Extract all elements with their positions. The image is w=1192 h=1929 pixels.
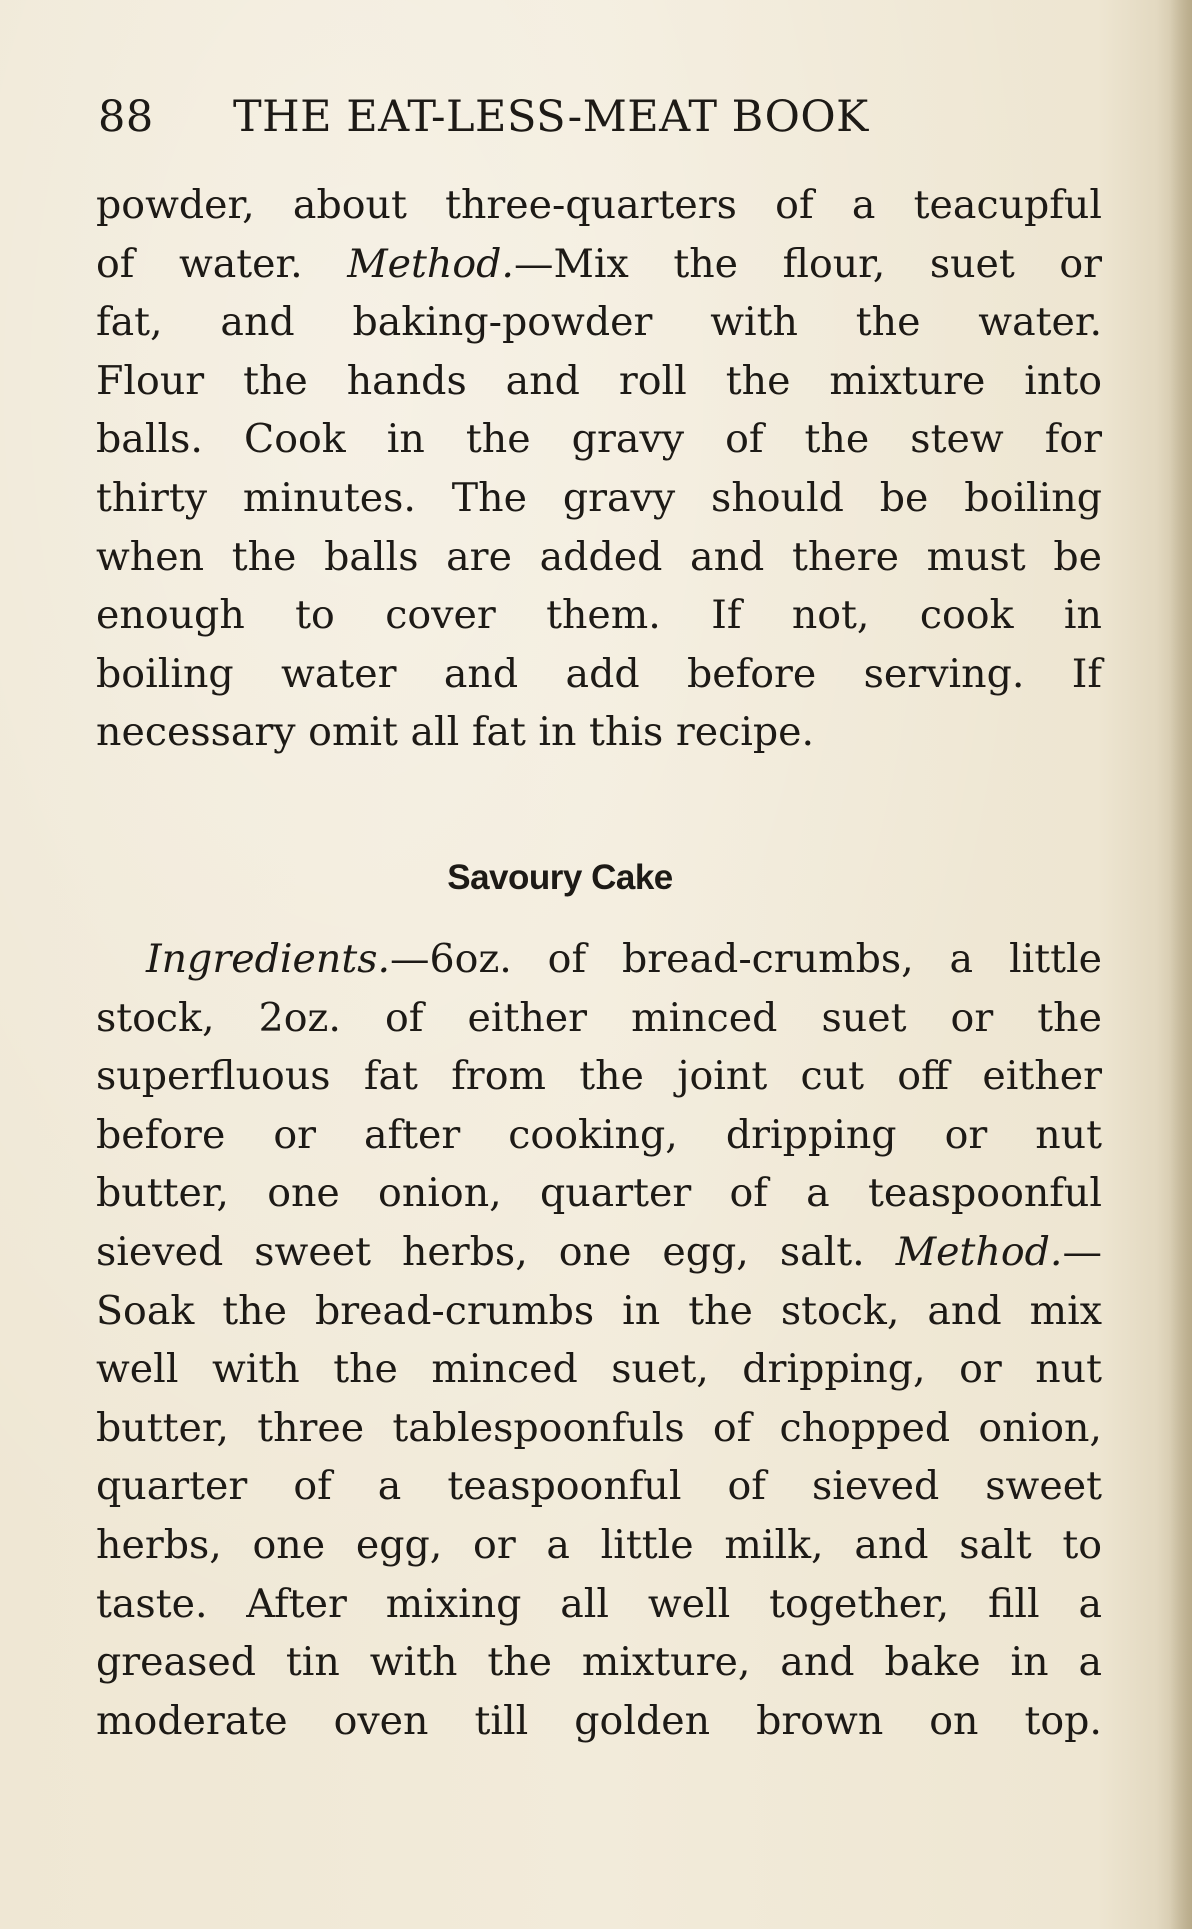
text-line: well with the minced suet, dripping, or nut (96, 1346, 1102, 1393)
text-line: moderate oven till golden brown on top. (96, 1697, 1102, 1744)
running-title: THE EAT-LESS-MEAT BOOK (233, 92, 869, 142)
text-line: when the balls are added and there must be (96, 533, 1102, 580)
paragraph-dumplings-continued (96, 176, 1102, 762)
paragraph-savoury-cake (96, 930, 1102, 1750)
text-line: stock, 2oz. of either minced suet or the (96, 994, 1102, 1041)
text-line: Soak the bread-crumbs in the stock, and mix (96, 1287, 1102, 1334)
text-line: taste. After mixing all well together, fill a (96, 1580, 1102, 1627)
text-line: herbs, one egg, or a little milk, and salt to (96, 1521, 1102, 1568)
text-line: butter, one onion, quarter of a teaspoonful (96, 1170, 1102, 1217)
page-edge-shadow (1170, 0, 1192, 1929)
ingredients-label: Ingredients. (146, 936, 391, 982)
text-line: before or after cooking, dripping or nut (96, 1111, 1102, 1158)
text-line: enough to cover them. If not, cook in (96, 592, 1102, 639)
text-line: powder, about three-quarters of a teacupful (96, 182, 1102, 228)
text-line: thirty minutes. The gravy should be boiling (96, 474, 1102, 521)
text-line: Ingredients.—6oz. of bread-crumbs, a little (146, 936, 1102, 982)
text-line: necessary omit all fat in this recipe. (96, 709, 815, 756)
method-label: Method. (895, 1228, 1063, 1275)
text-line: Flour the hands and roll the mixture into (96, 357, 1102, 404)
text-line: superfluous fat from the joint cut off either (96, 1053, 1102, 1100)
text-line: quarter of a teaspoonful of sieved sweet (96, 1463, 1102, 1510)
text-line: butter, three tablespoonfuls of chopped onion, (96, 1404, 1102, 1451)
recipe-title: Savoury Cake (447, 858, 673, 897)
page-header (98, 92, 1108, 148)
text-line: balls. Cook in the gravy of the stew for (96, 416, 1102, 463)
text-line: greased tin with the mixture, and bake in a (96, 1639, 1102, 1686)
text-line: sieved sweet herbs, one egg, salt. Method.— (96, 1228, 1102, 1275)
text-line: fat, and baking-powder with the water. (96, 299, 1102, 346)
text-line: of water. Method.—Mix the flour, suet or (96, 240, 1102, 287)
method-label: Method. (347, 240, 514, 287)
text-line: boiling water and add before serving. If (96, 650, 1102, 697)
page-number: 88 (98, 92, 154, 142)
